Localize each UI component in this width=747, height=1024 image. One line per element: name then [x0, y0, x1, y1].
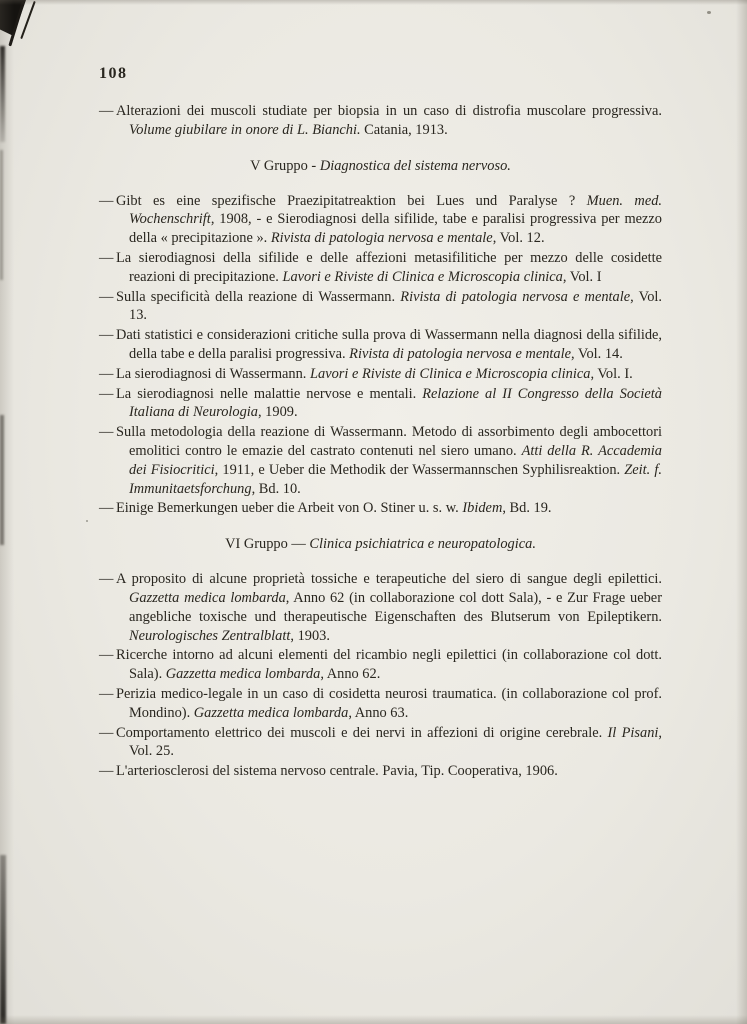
entry-italic-text: Neurologisches Zentralblatt — [129, 627, 291, 644]
bibliography-entry — [99, 762, 662, 781]
entry-italic-text: Rivista di patologia nervosa e mentale — [349, 345, 571, 362]
entry-text: Perizia medico-legale in un caso di cosidetta neurosi traumatica. (in collaborazione col prof. Mondino). — [116, 685, 662, 721]
bibliography-entry — [99, 192, 662, 248]
intro-list — [99, 102, 662, 140]
section-list — [99, 192, 662, 519]
entry-text: , Anno 62. — [320, 666, 381, 683]
entry-text: Ricerche intorno ad alcuni elementi del ricambio negli epilettici (in collaborazione col dott. Sala). — [116, 647, 662, 683]
entry-dash: — — [99, 249, 114, 266]
entry-italic-text: Lavori e Riviste di Clinica e Microscopia clinica — [310, 365, 591, 382]
section-heading-title: Diagnostica del sistema nervoso. — [319, 157, 511, 174]
bibliography-entry — [99, 646, 662, 684]
entry-text: Dati statistici e considerazioni critiche sulla prova di Wassermann nella diagnosi della sifilide, della tabe e della paralisi progressiva. — [116, 327, 662, 362]
scan-artifact-pen-slash — [20, 1, 36, 39]
entry-dash: — — [99, 365, 114, 382]
entry-text: Alterazioni dei muscoli studiate per biopsia in un caso di distrofia muscolare progressiva. — [116, 103, 662, 119]
bibliography-entry — [99, 288, 662, 326]
entry-text: , Vol. 14. — [571, 345, 623, 362]
entry-text: Gibt es eine spezifische Praezipitatreaktion bei Lues und Paralyse ? — [116, 192, 587, 209]
entry-text: Einige Bemerkungen ueber die Arbeit von O. Stiner u. s. w. — [116, 500, 463, 517]
entry-text: A proposito di alcune proprietà tossiche e terapeutiche del siero di sangue degli epilettici. — [116, 571, 662, 588]
scan-artifact-right-edge-shadow — [736, 0, 747, 1024]
entry-text: , Vol. I. — [590, 365, 633, 382]
entry-dash: — — [99, 103, 114, 119]
entry-italic-text: Zeit. f. Immunitaetsforchung — [129, 461, 662, 497]
bibliography-entry — [99, 326, 662, 364]
section-list — [99, 570, 662, 781]
section-heading — [99, 535, 662, 554]
entry-text: Sulla specificità della reazione di Wassermann. — [116, 288, 401, 305]
bibliography-entry — [99, 423, 662, 498]
entry-text: , Anno 63. — [348, 704, 409, 721]
bibliography-entry — [99, 365, 662, 384]
entry-text: , 1903. — [290, 627, 330, 644]
section-heading — [99, 157, 662, 176]
entry-italic-text: Relazione al II Congresso della Società Italiana di Neurologia — [129, 385, 662, 421]
entry-dash: — — [99, 288, 114, 305]
entry-dash: — — [99, 647, 114, 664]
entry-text: Catania, 1913. — [360, 121, 448, 138]
scan-artifact-left-streak — [0, 855, 6, 1024]
entry-italic-text: Volume giubilare in onore di L. Bianchi. — [129, 121, 361, 138]
entry-text: Comportamento elettrico dei muscoli e dei nervi in affezioni di origine cerebrale. — [116, 724, 608, 741]
bibliography-entry — [99, 385, 662, 423]
scan-artifact-top-edge-shadow — [0, 0, 747, 5]
entry-text: La sierodiagnosi di Wassermann. — [116, 365, 311, 382]
entry-dash: — — [99, 571, 114, 588]
scan-artifact-speck — [86, 520, 88, 522]
page-number: 108 — [99, 65, 128, 82]
entry-dash: — — [99, 763, 114, 780]
entry-dash: — — [99, 500, 114, 517]
bibliography-content — [99, 64, 662, 782]
entry-text: , 1911, e Ueber die Methodik der Wassermannschen Syphilisreaktion. — [214, 461, 625, 478]
entry-dash: — — [99, 424, 114, 441]
entry-text: La sierodiagnosi nelle malattie nervose e mentali. — [116, 385, 423, 402]
entry-text: , Vol. 25. — [129, 724, 662, 760]
section-heading-label: VI Gruppo — — [225, 536, 310, 553]
entry-dash: — — [99, 385, 114, 402]
entry-dash: — — [99, 724, 114, 741]
entry-text: , Vol. 13. — [129, 288, 662, 324]
entry-italic-text: Rivista di patologia nervosa e mentale — [270, 230, 493, 247]
scan-artifact-bottom-edge-shadow — [0, 1015, 747, 1024]
entry-text: , Anno 62 (in collaborazione col dott Sala), - e Zur Frage ueber angebliche toxische und therapeutische Eigenschaften des Blutserum von Epileptikern. — [129, 589, 662, 625]
entry-dash: — — [99, 685, 114, 702]
entry-italic-text: Gazzetta medica lombarda — [165, 666, 321, 683]
entry-text: , Bd. 10. — [251, 480, 301, 497]
sections-container — [99, 157, 662, 781]
entry-italic-text: Atti della R. Accademia dei Fisiocritici — [129, 442, 662, 478]
scan-artifact-left-streak — [0, 415, 4, 545]
bibliography-entry — [99, 724, 662, 762]
entry-italic-text: Gazzetta medica lombarda — [129, 589, 286, 606]
entry-italic-text: Rivista di patologia nervosa e mentale — [400, 288, 631, 305]
entry-italic-text: Gazzetta medica lombarda — [193, 704, 349, 721]
scan-artifact-top-left-corner — [0, 0, 26, 36]
bibliography-entry — [99, 685, 662, 723]
entry-text: , Vol. 12. — [492, 230, 545, 247]
section-heading-title: Clinica psichiatrica e neuropatologica. — [309, 536, 536, 553]
entry-text: , Bd. 19. — [502, 500, 552, 517]
bibliography-entry — [99, 102, 662, 140]
scan-artifact-pen-slash — [8, 2, 24, 47]
scan-artifact-left-streak — [0, 150, 3, 280]
scan-artifact-speck — [707, 11, 711, 14]
scan-artifact-left-streak — [0, 46, 5, 142]
entry-italic-text: Muen. med. Wochenschrift — [129, 192, 662, 228]
entry-italic-text: Ibidem — [462, 500, 503, 517]
entry-dash: — — [99, 327, 114, 344]
entry-dash: — — [99, 192, 114, 209]
entry-italic-text: Il Pisani — [607, 724, 659, 741]
entry-text: , 1908, - e Sierodiagnosi della sifilide, tabe e paralisi progressiva per mezzo della « precipitazione ». — [129, 211, 662, 247]
bibliography-entry — [99, 570, 662, 645]
entry-text: Sulla metodologia della reazione di Wassermann. Metodo di assorbimento degli ambocettori emolitici contro le emazie del castrato contenuti nel siero umano. — [116, 424, 662, 459]
scan-artifact-left-gutter — [0, 0, 14, 1024]
entry-text: L'arteriosclerosi del sistema nervoso centrale. Pavia, Tip. Cooperativa, 1906. — [116, 763, 558, 780]
bibliography-entry — [99, 499, 662, 518]
entry-text: , Vol. I — [562, 268, 602, 285]
bibliography-entry — [99, 249, 662, 287]
entry-italic-text: Lavori e Riviste di Clinica e Microscopia clinica — [282, 268, 563, 285]
entry-text: La sierodiagnosi della sifilide e delle affezioni metasifilitiche per mezzo delle cosidette reazioni di precipitazione. — [116, 249, 662, 285]
entry-text: , 1909. — [257, 404, 298, 421]
section-heading-label: V Gruppo - — [250, 157, 320, 174]
